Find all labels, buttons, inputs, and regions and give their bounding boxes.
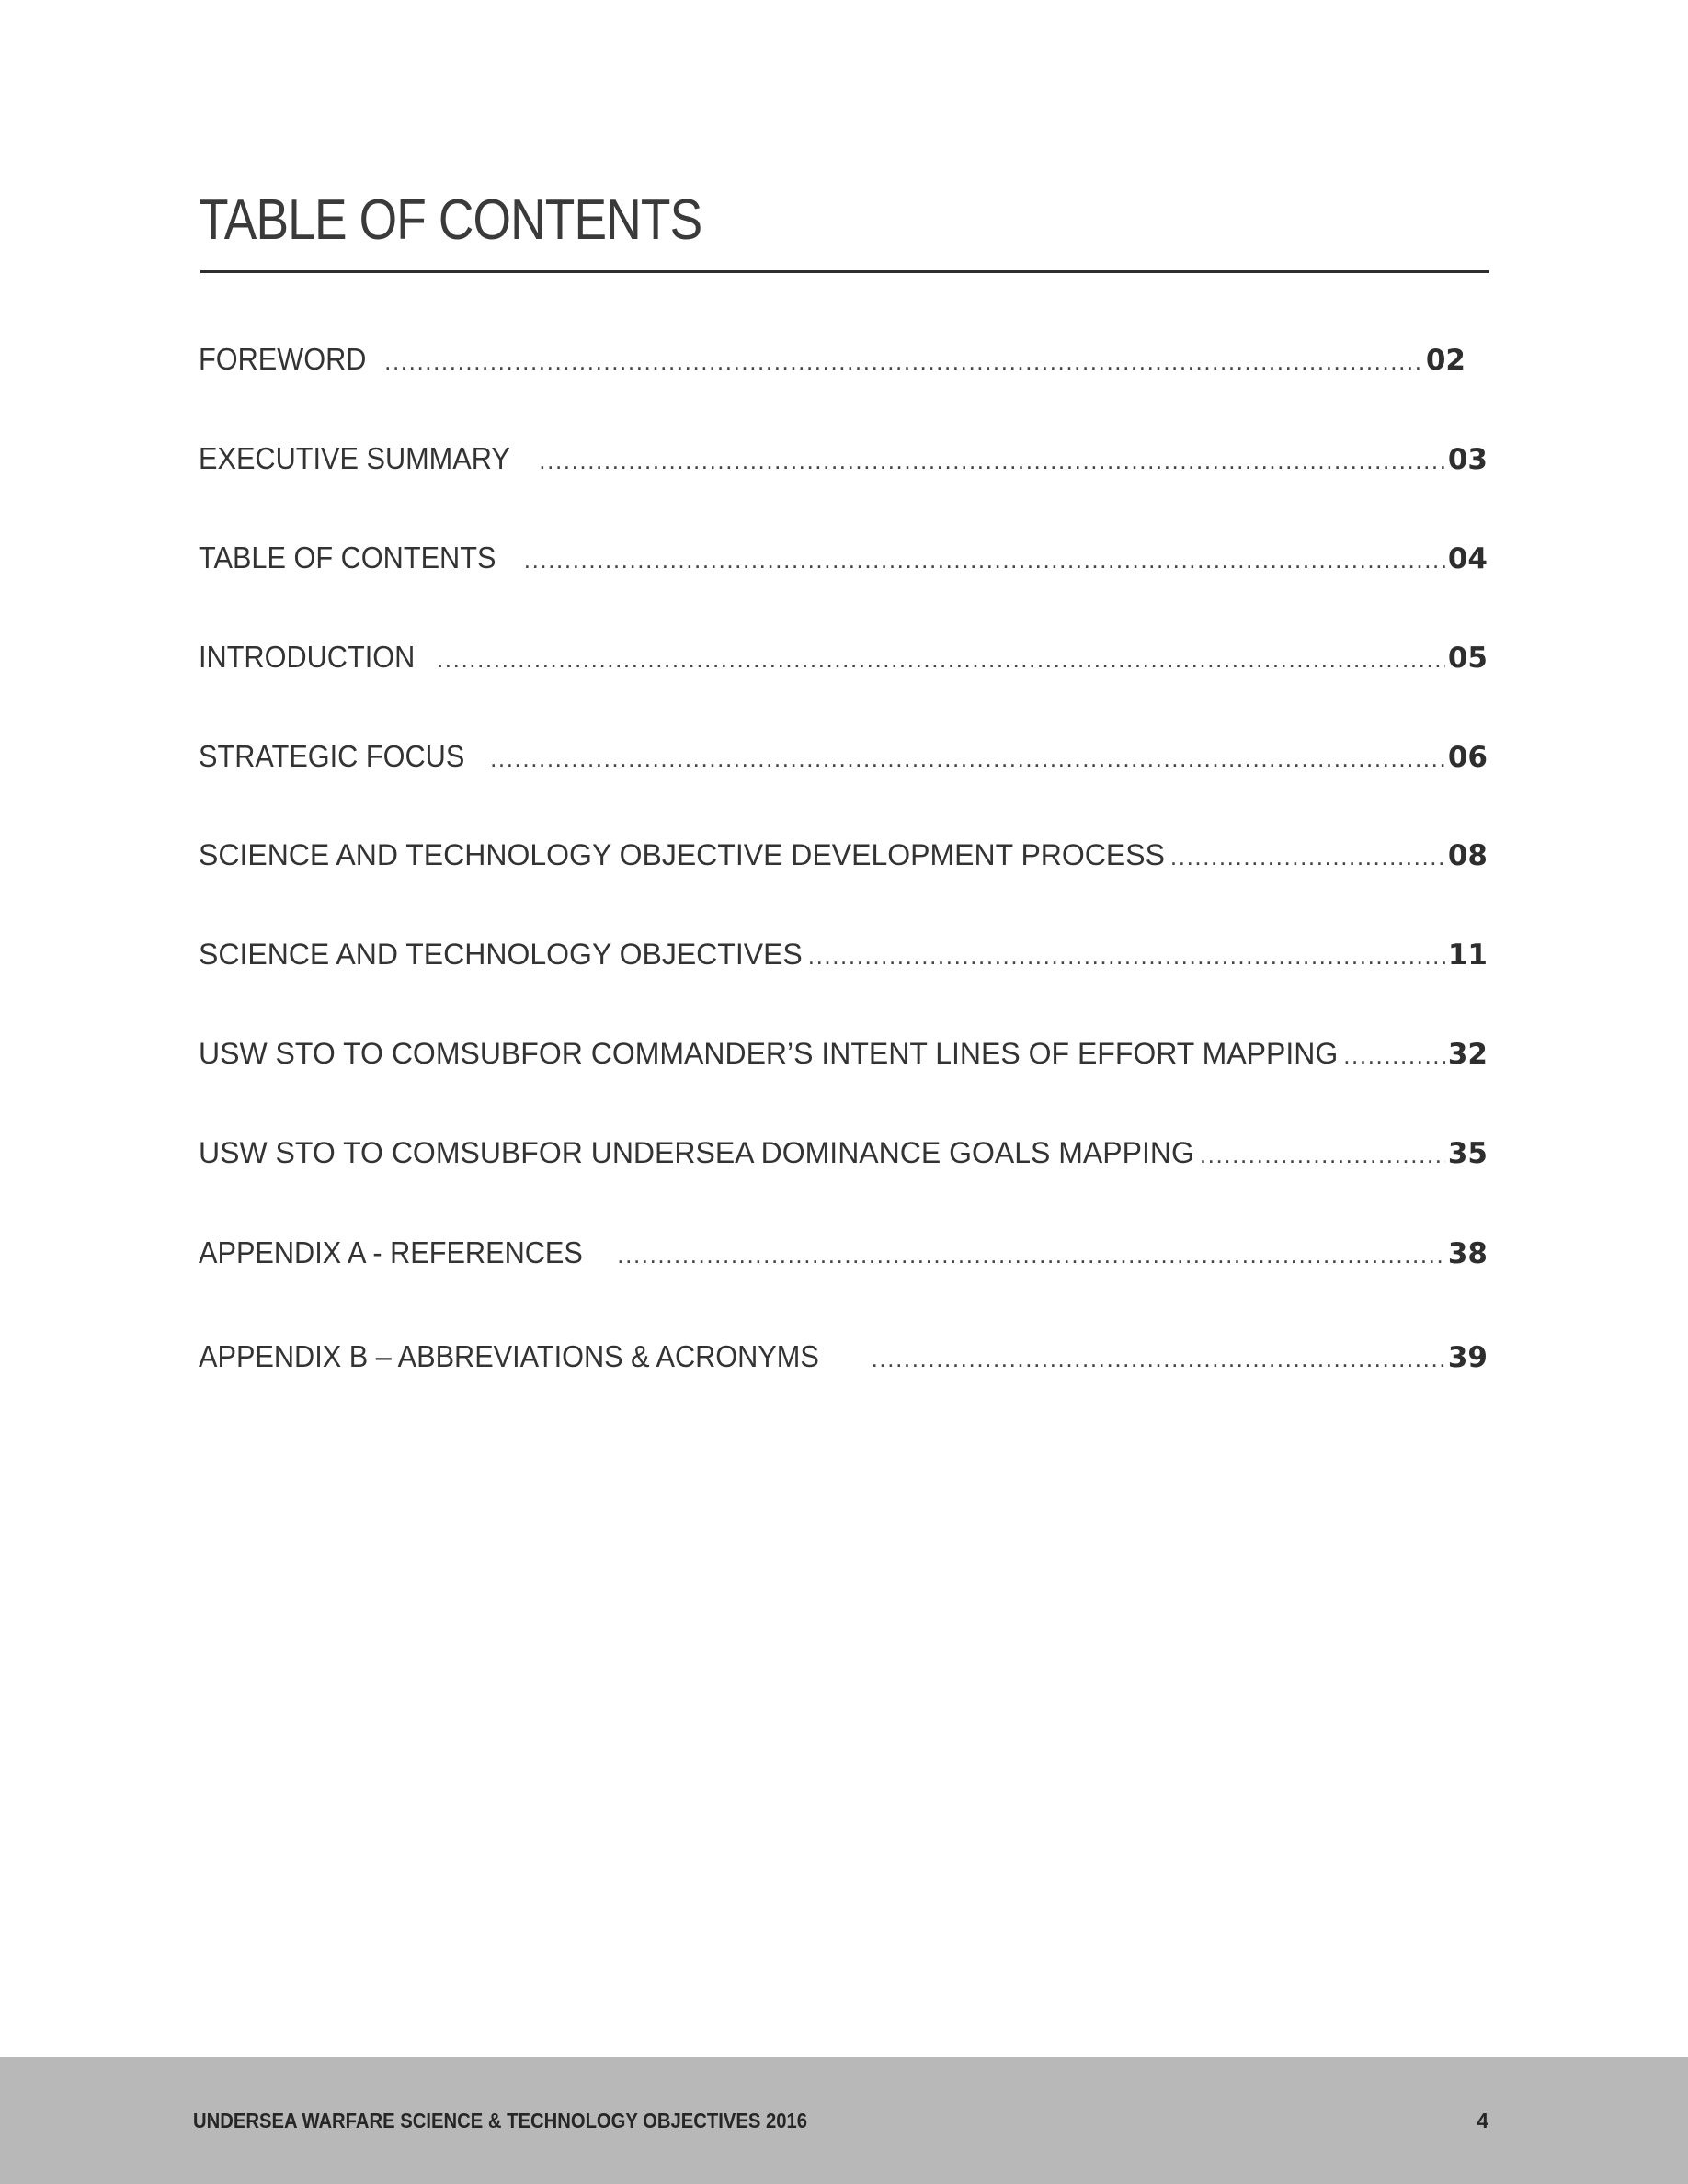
toc-entry-label: SCIENCE AND TECHNOLOGY OBJECTIVES [199,938,803,971]
toc-dot-leader [808,942,1445,971]
toc-entry-page-number: 38 [1447,1237,1488,1270]
toc-entry-page-number: 35 [1447,1137,1488,1170]
page-footer [0,2057,1688,2184]
toc-entry-label: USW STO TO COMSUBFOR UNDERSEA DOMINANCE GOALS MAPPING [199,1136,1194,1169]
toc-dot-leader [539,447,1445,475]
toc-entry-page-number: 11 [1447,938,1488,972]
toc-entry-label: APPENDIX B – ABBREVIATIONS & ACRONYMS [199,1339,819,1373]
toc-entry-sto-objectives[interactable] [199,938,1488,993]
toc-entry-sto-development-process[interactable] [199,838,1488,893]
toc-entry-page-number: 05 [1447,642,1488,675]
toc-entry-label: TABLE OF CONTENTS [199,540,496,574]
footer-document-title: UNDERSEA WARFARE SCIENCE & TECHNOLOGY OBJECTIVES 2016 [193,2109,808,2133]
toc-entry-label: SCIENCE AND TECHNOLOGY OBJECTIVE DEVELOPMENT PROCESS [199,838,1165,871]
toc-entry-table-of-contents[interactable] [199,540,1488,596]
toc-entry-executive-summary[interactable] [199,441,1488,496]
toc-entry-page-number: 08 [1447,839,1488,872]
toc-entry-page-number: 32 [1447,1038,1488,1071]
toc-dot-leader [524,546,1445,574]
toc-entry-commanders-intent-mapping[interactable] [199,1037,1488,1092]
toc-dot-leader [437,645,1445,674]
toc-entry-label: USW STO TO COMSUBFOR COMMANDER’S INTENT LINES OF EFFORT MAPPING [199,1037,1339,1070]
toc-entry-page-number: 02 [1425,344,1466,377]
toc-entry-appendix-a[interactable] [199,1235,1488,1291]
toc-entry-undersea-dominance-mapping[interactable] [199,1136,1488,1191]
footer-page-number: 4 [1477,2109,1488,2133]
toc-entry-label: FOREWORD [199,342,367,376]
toc-dot-leader [617,1241,1445,1269]
toc-entry-page-number: 06 [1447,741,1488,774]
toc-entry-label: INTRODUCTION [199,640,416,674]
title-divider [200,270,1489,273]
toc-entry-label: STRATEGIC FOCUS [199,739,465,773]
toc-entry-strategic-focus[interactable] [199,739,1488,794]
toc-entry-appendix-b[interactable] [199,1339,1488,1394]
toc-dot-leader [872,1345,1445,1373]
toc-entry-introduction[interactable] [199,640,1488,695]
toc-entry-foreword[interactable] [199,342,1488,397]
page-title: TABLE OF CONTENTS [199,188,702,252]
toc-dot-leader [384,347,1423,376]
toc-entry-page-number: 03 [1447,443,1488,476]
toc-entry-page-number: 39 [1447,1341,1488,1374]
toc-dot-leader [490,745,1445,773]
toc-entry-page-number: 04 [1447,542,1488,575]
toc-dot-leader [1343,1041,1445,1070]
toc-dot-leader [1170,843,1445,871]
toc-entry-label: EXECUTIVE SUMMARY [199,441,510,475]
toc-entry-label: APPENDIX A - REFERENCES [199,1235,583,1269]
toc-dot-leader [1200,1141,1445,1169]
